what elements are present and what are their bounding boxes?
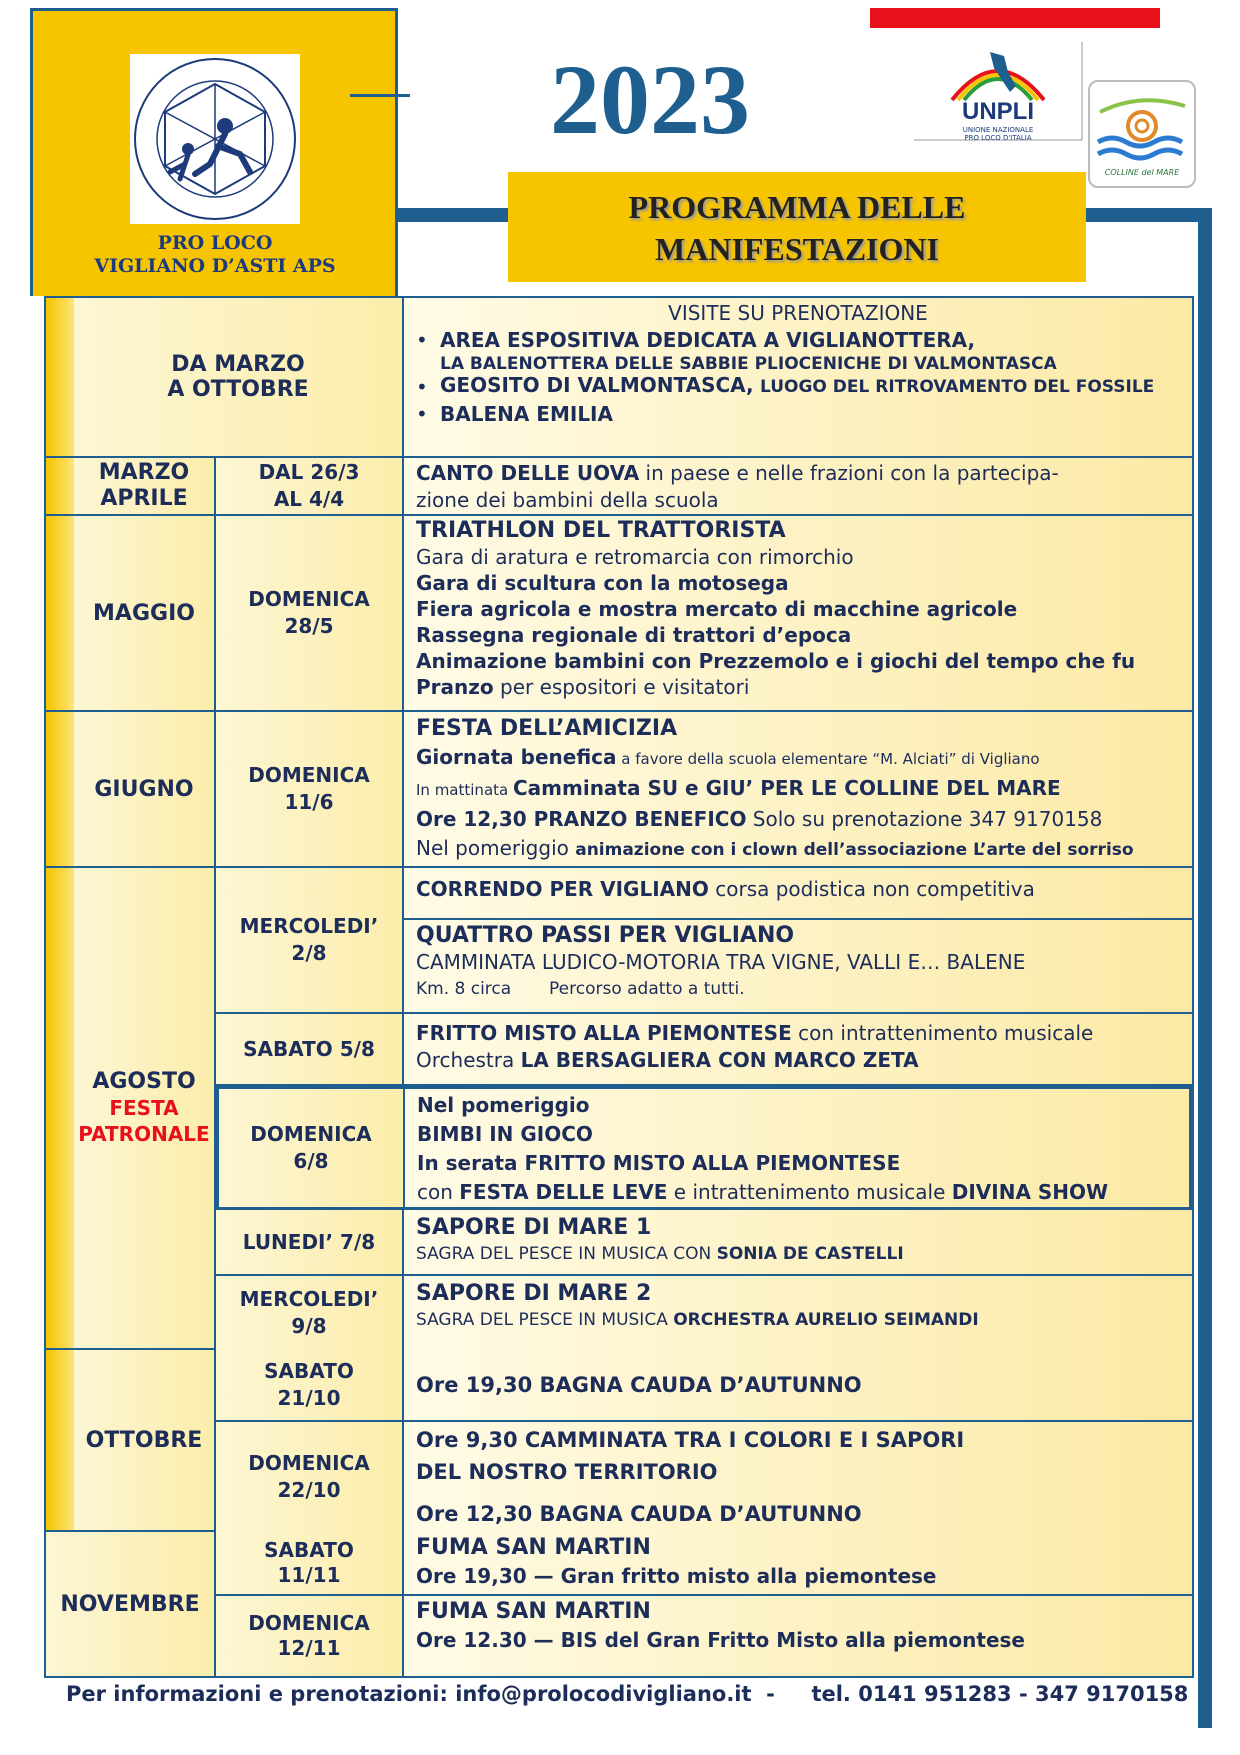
- festa-line1: FESTA: [109, 1096, 179, 1120]
- event-line-bold: Camminata SU e GIU’ PER LE COLLINE DEL MARE: [512, 776, 1061, 800]
- event-title: CANTO DELLE UOVA: [416, 461, 640, 485]
- event-cell: [404, 1532, 1192, 1594]
- event-line: Gara di scultura con la motosega: [416, 571, 789, 595]
- frame-bar-left: [398, 208, 508, 222]
- event-cell: [404, 516, 1192, 710]
- month-stripe: [46, 712, 74, 866]
- date-cell: [216, 1532, 404, 1594]
- date-line2: 9/8: [291, 1314, 327, 1338]
- event-cell: [404, 1276, 1192, 1350]
- date-cell: [216, 1596, 404, 1676]
- event-cell: Ore 19,30 BAGNA CAUDA D’AUTUNNO: [404, 1350, 1192, 1420]
- event-title: CORRENDO PER VIGLIANO: [416, 877, 709, 901]
- list-item: • AREA ESPOSITIVA DEDICATA A VIGLIANOTTERA, LA BALENOTTERA DELLE SABBIE PLIOCENICHE DI VALMONTASCA: [416, 328, 1057, 374]
- date-cell: [216, 458, 404, 514]
- table-row-maggio: [46, 516, 1192, 712]
- event-line-bold: Ore 12,30 PRANZO BENEFICO: [416, 807, 747, 831]
- event-cell: [404, 1422, 1192, 1532]
- ottobre-sub-21-10: [216, 1350, 1192, 1422]
- novembre-sub-12-11: [216, 1596, 1192, 1676]
- month-line2: APRILE: [100, 486, 188, 511]
- contact-footer: Per informazioni e prenotazioni: info@prolocodivigliano.it - tel. 0141 951283 - 347 9170158: [66, 1682, 1189, 1706]
- event-line: Nel pomeriggio: [417, 1093, 590, 1117]
- event-cell: [404, 1596, 1192, 1676]
- event-line: Solo su prenotazione 347 9170158: [746, 807, 1103, 831]
- colline-label: COLLINE del MARE: [1104, 168, 1180, 177]
- agosto-sub-9-8: [216, 1276, 1192, 1350]
- event-line: Ore 9,30 CAMMINATA TRA I COLORI E I SAPORI: [416, 1428, 965, 1452]
- date-cell: [216, 516, 404, 710]
- date-line2: 21/10: [277, 1386, 341, 1410]
- month-cell: OTTOBRE: [74, 1350, 216, 1530]
- agosto-sub-2-8: [216, 868, 1192, 1014]
- event-line: Rassegna regionale di trattori d’epoca: [416, 623, 852, 647]
- date-line1: DOMENICA: [250, 1122, 372, 1146]
- period-line2: A OTTOBRE: [167, 377, 309, 402]
- organization-name: [60, 232, 370, 278]
- list-item: • BALENA EMILIA: [416, 402, 613, 426]
- event-cell: [404, 712, 1192, 866]
- table-row-agosto: [46, 868, 1192, 1350]
- date-line1: SABATO: [264, 1538, 354, 1562]
- event-title: FRITTO MISTO ALLA PIEMONTESE: [416, 1021, 792, 1045]
- event-line: a favore della scuola elementare “M. Alciati” di Vigliano: [616, 750, 1040, 768]
- festa-line2: PATRONALE: [78, 1122, 210, 1146]
- event-cell: [404, 298, 1192, 456]
- event-quattro-passi: [404, 920, 1192, 1005]
- date-cell: SABATO 5/8: [216, 1014, 404, 1084]
- event-line-bold: LA BERSAGLIERA CON MARCO ZETA: [520, 1048, 919, 1072]
- table-row-ottobre: [46, 1350, 1192, 1532]
- date-cell: [216, 1276, 404, 1350]
- event-line: Ore 12.30 — BIS del Gran Fritto Misto alla piemontese: [416, 1628, 1025, 1652]
- event-correndo: [404, 868, 1192, 920]
- date-cell: [216, 712, 404, 866]
- event-line: Gara di aratura e retromarcia con rimorchio: [416, 545, 854, 569]
- event-title: FUMA SAN MARTIN: [416, 1535, 651, 1560]
- program-title-line2: MANIFESTAZIONI: [655, 231, 939, 267]
- bullet-subtitle: LUOGO DEL RITROVAMENTO DEL FOSSILE: [759, 377, 1155, 397]
- unpli-subtitle: [912, 126, 1084, 142]
- date-line1: MERCOLEDI’: [239, 1287, 379, 1311]
- date-line2: 22/10: [277, 1478, 341, 1502]
- event-cell: [404, 868, 1192, 1012]
- event-line-prefix: Nel pomeriggio: [416, 836, 576, 860]
- date-line1: DOMENICA: [248, 587, 370, 611]
- event-line-prefix: SAGRA DEL PESCE IN MUSICA CON: [416, 1244, 717, 1264]
- event-line: CAMMINATA LUDICO-MOTORIA TRA VIGNE, VALLI E… BALENE: [416, 950, 1026, 974]
- event-title: BIMBI IN GIOCO: [417, 1122, 593, 1146]
- event-line-bold: FESTA DELLE LEVE: [459, 1180, 668, 1204]
- list-item: • GEOSITO DI VALMONTASCA, LUOGO DEL RITROVAMENTO DEL FOSSILE: [416, 373, 1155, 399]
- event-line: Animazione bambini con Prezzemolo e i giochi del tempo che fu: [416, 649, 1136, 673]
- table-row-marzo-aprile: [46, 458, 1192, 516]
- frame-bar-top: [1086, 208, 1212, 222]
- bullet-title: AREA ESPOSITIVA DEDICATA A VIGLIANOTTERA,: [440, 328, 976, 352]
- month-stripe: [46, 516, 74, 710]
- table-row-marzo-ottobre: [46, 298, 1192, 458]
- visits-intro: VISITE SU PRENOTAZIONE: [668, 301, 928, 325]
- date-line1: DOMENICA: [248, 1611, 370, 1635]
- event-line: Km. 8 circa Percorso adatto a tutti.: [416, 979, 745, 999]
- organization-name-line2: VIGLIANO D’ASTI APS: [94, 255, 336, 277]
- month-line1: AGOSTO: [92, 1069, 196, 1094]
- header-accent-line: [350, 94, 410, 97]
- table-row-giugno: [46, 712, 1192, 868]
- date-line2: 12/11: [277, 1636, 341, 1660]
- event-desc: corsa podistica non competitiva: [708, 877, 1035, 901]
- month-stripe: [46, 1350, 74, 1530]
- event-cell: [404, 1210, 1192, 1274]
- organization-name-line1: PRO LOCO: [157, 232, 273, 254]
- month-stripe: [46, 458, 74, 514]
- date-cell: [219, 1089, 405, 1207]
- month-cell: MAGGIO: [74, 516, 216, 710]
- bullet-title: BALENA EMILIA: [440, 402, 613, 426]
- event-line: In serata FRITTO MISTO ALLA PIEMONTESE: [417, 1151, 901, 1175]
- event-desc: con intrattenimento musicale: [791, 1021, 1094, 1045]
- date-line2: 28/5: [284, 614, 334, 638]
- date-line1: SABATO: [264, 1359, 354, 1383]
- date-line1: DAL 26/3: [258, 460, 360, 484]
- month-cell: [74, 868, 216, 1348]
- month-cell: GIUGNO: [74, 712, 216, 866]
- event-title: TRIATHLON DEL TRATTORISTA: [416, 518, 786, 543]
- event-line: e intrattenimento musicale: [667, 1180, 952, 1204]
- event-line-bold: animazione con i clown dell’associazione L’arte del sorriso: [575, 840, 1134, 860]
- unpli-name: UNPLI: [962, 98, 1034, 125]
- date-line2: 2/8: [291, 941, 327, 965]
- event-line: Ore 19,30 — Gran fritto misto alla piemontese: [416, 1564, 937, 1588]
- events-table: [44, 296, 1194, 1678]
- unpli-subtitle-line1: UNIONE NAZIONALE: [962, 126, 1034, 134]
- event-line-prefix: con: [417, 1180, 460, 1204]
- event-line-bold: DIVINA SHOW: [951, 1180, 1109, 1204]
- date-line1: MERCOLEDI’: [239, 914, 379, 938]
- event-line-prefix: SAGRA DEL PESCE IN MUSICA: [416, 1310, 674, 1330]
- date-line2: 11/6: [284, 790, 334, 814]
- unpli-logo: [912, 42, 1084, 146]
- program-title-line1: PROGRAMMA DELLE: [628, 189, 966, 225]
- event-cell: [405, 1089, 1189, 1207]
- event-line-bold: Pranzo: [416, 675, 494, 699]
- colline-del-mare-logo: [1088, 80, 1196, 188]
- year-heading: 2023: [550, 44, 750, 155]
- event-title: FUMA SAN MARTIN: [416, 1599, 651, 1624]
- event-line-prefix: Orchestra: [416, 1048, 521, 1072]
- event-line: per espositori e visitatori: [493, 675, 750, 699]
- month-line1: MARZO: [98, 460, 190, 485]
- proloco-emblem-icon: [130, 54, 300, 224]
- bullet-title: GEOSITO DI VALMONTASCA,: [440, 373, 754, 397]
- proloco-logo: [130, 54, 300, 224]
- month-cell: [74, 458, 216, 514]
- date-cell: [216, 868, 404, 1012]
- event-line-prefix: In mattinata: [416, 781, 513, 799]
- event-title: SAPORE DI MARE 2: [416, 1281, 652, 1306]
- period-line1: DA MARZO: [171, 352, 305, 377]
- event-line-bold: SONIA DE CASTELLI: [716, 1244, 904, 1264]
- ottobre-sub-22-10: [216, 1422, 1192, 1532]
- event-line: Ore 12,30 BAGNA CAUDA D’AUTUNNO: [416, 1502, 862, 1526]
- date-line2: 11/11: [277, 1563, 341, 1587]
- event-line-bold: ORCHESTRA AURELIO SEIMANDI: [673, 1310, 979, 1330]
- date-cell: [216, 1350, 404, 1420]
- event-title: QUATTRO PASSI PER VIGLIANO: [416, 923, 795, 948]
- program-title: [508, 186, 1086, 270]
- event-line: Fiera agricola e mostra mercato di macchine agricole: [416, 597, 1018, 621]
- table-row-novembre: [46, 1532, 1192, 1676]
- month-cell: NOVEMBRE: [46, 1532, 216, 1676]
- event-cell: [404, 1014, 1192, 1084]
- event-title: FESTA DELL’AMICIZIA: [416, 716, 678, 741]
- date-line2: AL 4/4: [273, 487, 345, 511]
- event-line-bold: Giornata benefica: [416, 745, 617, 769]
- event-desc: in paese e nelle frazioni con la partecipa-: [639, 461, 1059, 485]
- date-line1: DOMENICA: [248, 1451, 370, 1475]
- date-cell: LUNEDI’ 7/8: [216, 1210, 404, 1274]
- month-stripe: [46, 298, 74, 456]
- date-line1: DOMENICA: [248, 763, 370, 787]
- event-desc-cont: zione dei bambini della scuola: [416, 488, 719, 512]
- month-stripe: [46, 868, 74, 1348]
- bullet-subtitle: LA BALENOTTERA DELLE SABBIE PLIOCENICHE DI VALMONTASCA: [440, 354, 1057, 374]
- frame-bar-right: [1198, 208, 1212, 1728]
- novembre-sub-11-11: [216, 1532, 1192, 1596]
- event-line: DEL NOSTRO TERRITORIO: [416, 1460, 718, 1484]
- agosto-sub-6-8: [216, 1086, 1192, 1210]
- event-title: SAPORE DI MARE 1: [416, 1215, 652, 1240]
- agosto-sub-5-8: [216, 1014, 1192, 1086]
- event-cell: [404, 458, 1192, 514]
- unpli-subtitle-line2: PRO LOCO D'ITALIA: [964, 134, 1032, 142]
- agosto-sub-7-8: [216, 1210, 1192, 1276]
- period-cell: [74, 298, 404, 456]
- date-cell: [216, 1422, 404, 1532]
- red-accent-bar: [870, 8, 1160, 28]
- date-line2: 6/8: [293, 1149, 329, 1173]
